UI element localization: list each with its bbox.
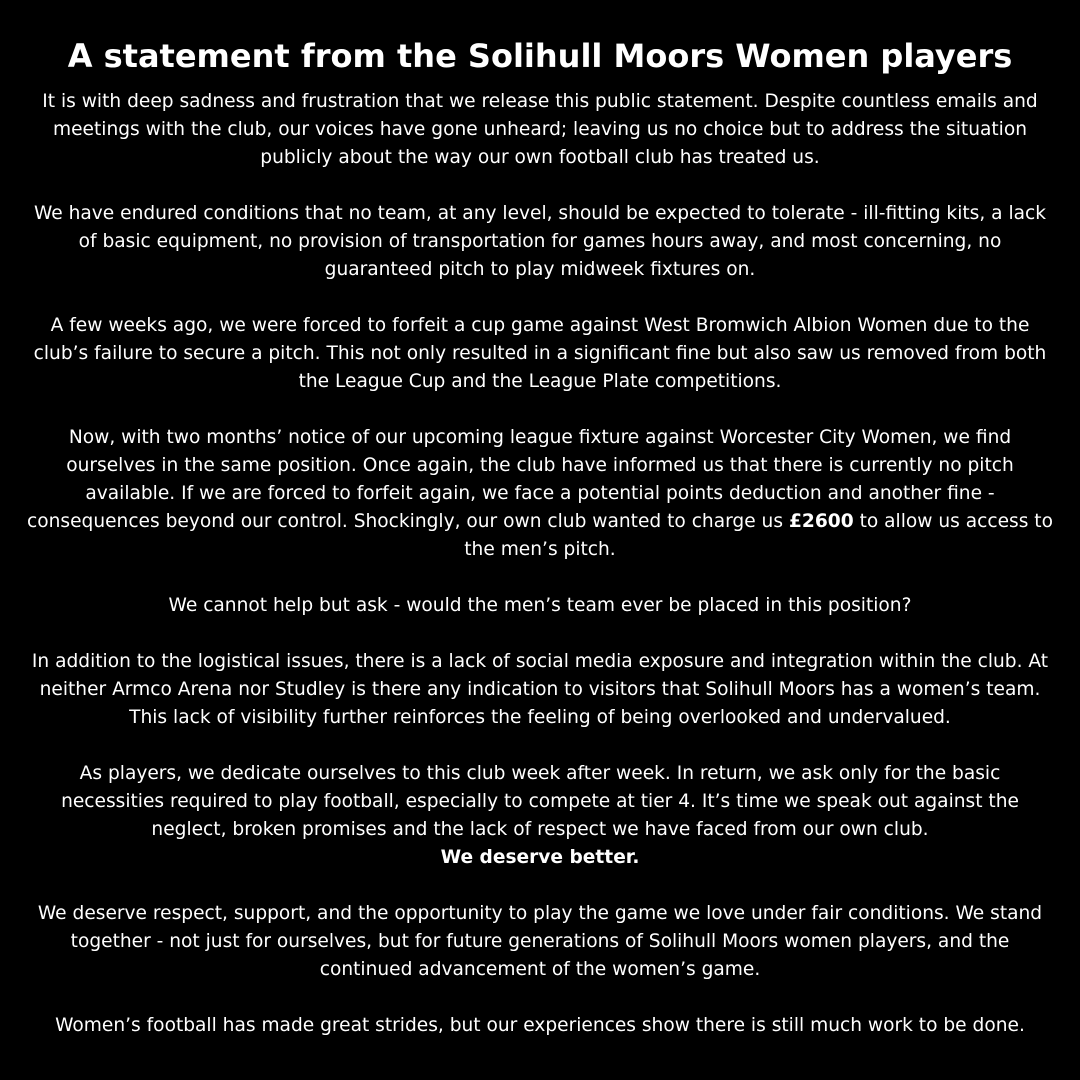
paragraph-pitch-charge	[26, 424, 1054, 564]
paragraph-intro: It is with deep sadness and frustration that we release this public statement. Despite countless emails and meetings with the club, our voices have gone unheard; leaving us no choice but to address the situation publicly about the way our own football club has treated us.	[42, 91, 1038, 168]
paragraph-dedication: As players, we dedicate ourselves to this club week after week. In return, we ask only for the basic necessities required to play football, especially to compete at tier 4. It’s time we speak out against the neglect, broken promises and the lack of respect we have faced from our own club.	[61, 763, 1019, 840]
pitch-charge-text-before: Now, with two months’ notice of our upcoming league fixture against Worcester City Women, we find ourselves in the same position. Once again, the club have informed us that there is currently no pitch available. If we are forced to forfeit again, we face a potential points deduction and another fine - consequences beyond our control. Shockingly, our own club wanted to charge us	[27, 427, 1014, 532]
paragraph-visibility: In addition to the logistical issues, there is a lack of social media exposure and integration within the club. At neither Armco Arena nor Studley is there any indication to visitors that Solihull Moors has a women’s team. This lack of visibility further reinforces the feeling of being overlooked and undervalued.	[31, 651, 1049, 728]
paragraph-respect: We deserve respect, support, and the opportunity to play the game we love under fair conditions. We stand together - not just for ourselves, but for future generations of Solihull Moors women players, and the continued advancement of the women’s game.	[37, 903, 1043, 980]
paragraph-conditions: We have endured conditions that no team, at any level, should be expected to tolerate - ill-fitting kits, a lack of basic equipment, no provision of transportation for games hours away, and most concerning, no guaranteed pitch to play midweek fixtures on.	[33, 203, 1047, 280]
pitch-charge-amount: £2600	[788, 511, 854, 532]
pitch-charge-text-after: to allow us access to the men’s pitch.	[464, 511, 1053, 560]
paragraph-forfeit: A few weeks ago, we were forced to forfeit a cup game against West Bromwich Albion Women due to the club’s failure to secure a pitch. This not only resulted in a significant fine but also saw us removed from both the League Cup and the League Plate competitions.	[33, 315, 1047, 392]
paragraph-deserve-better: We deserve better.	[440, 847, 640, 868]
paragraph-question: We cannot help but ask - would the men’s team ever be placed in this position?	[168, 595, 912, 616]
paragraph-closing: Women’s football has made great strides, but our experiences show there is still much work to be done.	[55, 1015, 1025, 1036]
statement-title: A statement from the Solihull Moors Women players	[67, 37, 1013, 75]
